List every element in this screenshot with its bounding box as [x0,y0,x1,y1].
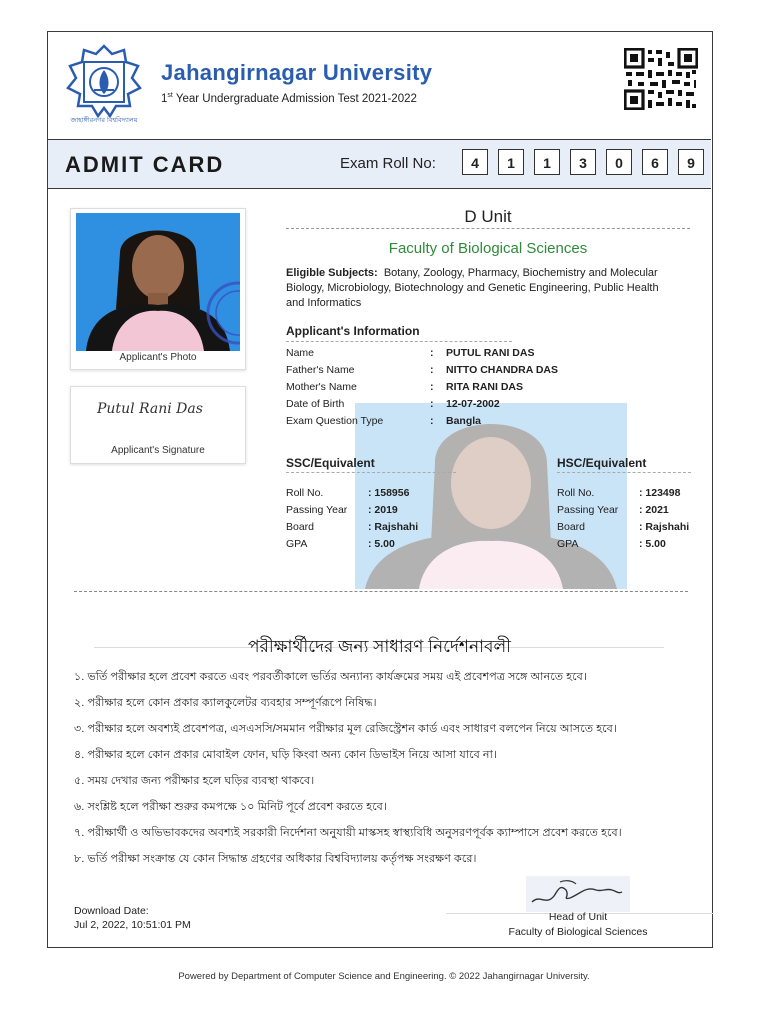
applicant-info-heading: Applicant's Information [286,324,420,338]
instruction-item: ২. পরীক্ষার হলে কোন প্রকার ক্যালকুলেটর ব্যবহার সম্পূর্ণরূপে নিষিদ্ধ। [74,697,377,709]
qr-code [624,48,698,110]
roll-digit-box: 1 [534,149,560,175]
admit-card-banner [48,139,711,189]
admit-card [47,31,713,948]
logo-text: জাহাঙ্গীরনগর বিশ্ববিদ্যালয় [70,116,138,124]
ssc-row-roll: Roll No. : 158956 [286,487,410,499]
hsc-row-gpa: GPA : 5.00 [557,538,666,550]
admit-card-title: ADMIT CARD [65,152,225,177]
head-of-unit-signature [526,876,630,912]
university-logo [66,44,142,124]
applicant-photo-box [70,208,246,370]
ssc-row-gpa: GPA : 5.00 [286,538,395,550]
roll-digit-box: 4 [462,149,488,175]
eligible-subjects: Eligible Subjects: Botany, Zoology, Pharmacy, Biochemistry and Molecular Biology, Microbiology, Biotechnology and Genetic Engineering, Public Health and Informatics [286,267,659,309]
faculty-name: Faculty of Biological Sciences [388,240,588,257]
instructions-title: পরীক্ষার্থীদের জন্য সাধারণ নির্দেশনাবলী [247,637,512,656]
download-date-value: Jul 2, 2022, 10:51:01 PM [74,919,191,931]
hsc-row-roll: Roll No. : 123498 [557,487,681,499]
applicant-row-name: Name : PUTUL RANI DAS [286,347,535,359]
university-name: Jahangirnagar University [161,60,433,85]
ssc-row-year: Passing Year : 2019 [286,504,398,516]
unit-divider [286,228,690,229]
signing-authority: Head of Unit Faculty of Biological Sciences [508,911,648,938]
instruction-item: ৭. পরীক্ষার্থী ও অভিভাবকদের অবশ্যই সরকারী নির্দেশনা অনুযায়ী মাস্কসহ স্বাস্থ্যবিধি অনুসরণপূর্বক ক্যাম্পাসে প্রবেশ করতে হবে। [74,827,622,839]
instruction-item: ১. ভর্তি পরীক্ষার হলে প্রবেশ করতে এবং পরবর্তীকালে ভর্তির অন্যান্য কার্যক্রমের সময় এই প্রবেশপত্র সঙ্গে আনতে হবে। [74,671,587,683]
unit-name: D Unit [464,207,512,226]
hsc-row-year: Passing Year : 2021 [557,504,669,516]
exam-roll-label: Exam Roll No: [340,155,436,172]
instruction-item: ৩. পরীক্ষার হলে অবশ্যই প্রবেশপত্র, এসএসসি/সমমান পরীক্ষার মূল রেজিস্ট্রেশন কার্ড এবং সাধারণ বলপেন নিয়ে আসতে হবে। [74,723,617,735]
roll-digit-box: 9 [678,149,704,175]
section-divider [74,591,688,592]
admission-test-subtitle: 1st Year Undergraduate Admission Test 2021-2022 [161,92,417,105]
applicant-signature: Putul Rani Das [97,401,203,417]
hsc-row-board: Board : Rajshahi [557,521,690,533]
signature-caption: Applicant's Signature [111,445,205,456]
applicant-row-father: Father's Name : NITTO CHANDRA DAS [286,364,558,376]
instruction-item: ৬. সংশ্লিষ্ট হলে পরীক্ষা শুরুর কমপক্ষে ১০ মিনিট পূর্বে প্রবেশ করতে হবে। [74,801,387,813]
roll-digit-box: 6 [642,149,668,175]
section-divider [286,341,512,342]
applicant-row-question-type: Exam Question Type : Bangla [286,415,482,427]
applicant-row-mother: Mother's Name : RITA RANI DAS [286,381,523,393]
section-divider [286,472,456,473]
ssc-row-board: Board : Rajshahi [286,521,419,533]
ssc-heading: SSC/Equivalent [286,456,375,470]
applicant-row-dob: Date of Birth : 12-07-2002 [286,398,500,410]
section-divider [557,472,691,473]
page-footer: Powered by Department of Computer Science and Engineering. © 2022 Jahangirnagar University. [178,971,590,982]
applicant-signature-box [70,386,246,464]
instruction-item: ৮. ভর্তি পরীক্ষা সংক্রান্ত যে কোন সিদ্ধান্ত গ্রহণের অধিকার বিশ্ববিদ্যালয় কর্তৃপক্ষ সংরক্ষণ করে। [74,853,477,865]
hsc-heading: HSC/Equivalent [557,456,647,470]
instruction-item: ৪. পরীক্ষার হলে কোন প্রকার মোবাইল ফোন, ঘড়ি কিংবা অন্য কোন ডিভাইস নিয়ে আসা যাবে না। [74,749,497,761]
roll-digit-box: 3 [570,149,596,175]
roll-digit-box: 0 [606,149,632,175]
roll-digit-box: 1 [498,149,524,175]
applicant-photo [76,213,240,351]
instruction-item: ৫. সময় দেখার জন্য পরীক্ষার হলে ঘড়ির ব্যবস্থা থাকবে। [74,775,315,787]
download-date-label: Download Date: [74,905,149,917]
photo-caption: Applicant's Photo [119,352,197,363]
